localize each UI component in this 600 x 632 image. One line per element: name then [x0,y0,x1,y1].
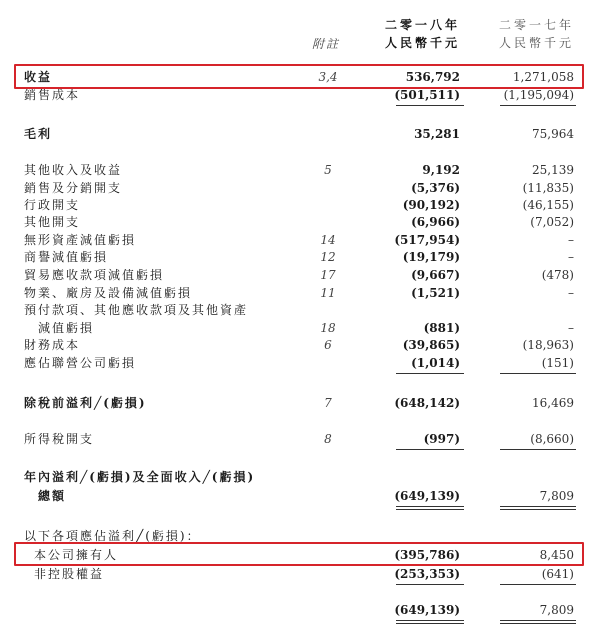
row-note: 8 [324,432,332,446]
total-rule [396,620,464,621]
prior-year-header: 二零一七年 [498,18,574,32]
subtotal-rule [500,373,576,374]
row-current-year: (9,667) [411,268,460,282]
row-current-year: (501,511) [394,88,460,102]
row-current-year: 9,192 [422,163,460,177]
row-current-year: (90,192) [402,198,460,212]
table-row [0,87,600,103]
row-label: 行政開支 [24,198,81,212]
row-current-year: (6,966) [411,215,460,229]
owners-highlight-box [14,542,584,566]
row-note: 6 [324,338,332,352]
table-row [0,214,600,230]
row-label: 物業、廠房及設備減值虧損 [24,286,193,300]
row-prior-year: (11,835) [522,181,574,195]
row-label: 其他開支 [24,215,81,229]
row-prior-year: 75,964 [532,127,574,141]
subtotal-rule [396,105,464,106]
table-row [0,285,600,301]
row-label: 銷售成本 [24,88,81,102]
table-row [0,469,600,485]
row-prior-year: 7,809 [539,489,574,503]
subtotal-rule [500,105,576,106]
row-current-year: (649,139) [394,603,460,617]
table-row [0,197,600,213]
table-row [0,232,600,248]
total-rule [500,506,576,507]
row-prior-year: – [568,233,574,247]
row-current-year: (5,376) [411,181,460,195]
row-label: 貿易應收款項減值虧損 [24,268,165,282]
row-prior-year: – [568,286,574,300]
total-rule [396,509,464,510]
row-prior-year: 25,139 [532,163,574,177]
row-label: 收益 [24,70,53,84]
row-note: 11 [320,286,336,300]
table-row [0,126,600,142]
row-prior-year: (8,660) [530,432,574,446]
prior-year-unit: 人民幣千元 [498,36,574,50]
table-row [0,320,600,336]
row-current-year: (649,139) [394,489,460,503]
row-prior-year: 16,469 [532,396,574,410]
row-prior-year: – [568,250,574,264]
row-label: 無形資產減值虧損 [24,233,137,247]
row-current-year: (19,179) [402,250,460,264]
table-row [0,302,600,318]
row-label: 其他收入及收益 [24,163,123,177]
current-year-header: 二零一八年 [384,18,460,32]
table-row [0,395,600,411]
row-current-year: 35,281 [414,127,460,141]
row-current-year: (395,786) [394,548,460,562]
revenue-highlight-box [14,64,584,89]
row-label: 所得稅開支 [24,432,95,446]
row-current-year: (517,954) [394,233,460,247]
row-current-year: (253,353) [394,567,460,581]
table-row [0,355,600,371]
row-current-year: 536,792 [405,70,460,84]
row-prior-year: (7,052) [530,215,574,229]
row-prior-year: 1,271,058 [512,70,574,84]
row-note: 5 [324,163,332,177]
total-rule [500,620,576,621]
row-current-year: (648,142) [394,396,460,410]
subtotal-rule [396,449,464,450]
row-prior-year: 7,809 [539,603,574,617]
table-row [0,566,600,582]
row-label: 財務成本 [24,338,81,352]
row-label: 減值虧損 [38,321,95,335]
row-prior-year: (46,155) [522,198,574,212]
row-prior-year: – [568,321,574,335]
row-note: 7 [324,396,332,410]
total-rule [500,623,576,624]
row-label: 非控股權益 [34,567,105,581]
row-note: 12 [320,250,336,264]
row-prior-year: (151) [541,356,574,370]
row-note: 18 [320,321,336,335]
row-label: 總額 [38,489,67,503]
row-prior-year: (641) [541,567,574,581]
row-current-year: (1,014) [411,356,460,370]
row-prior-year: (478) [541,268,574,282]
row-label: 本公司擁有人 [34,548,119,562]
current-year-unit: 人民幣千元 [384,36,460,50]
total-rule [500,509,576,510]
subtotal-rule [500,449,576,450]
table-row [0,602,600,618]
row-label: 商譽減值虧損 [24,250,109,264]
row-prior-year: (1,195,094) [503,88,574,102]
row-note: 17 [320,268,336,282]
table-row [0,180,600,196]
table-row [0,249,600,265]
row-label: 預付款項、其他應收款項及其他資產 [24,303,249,317]
row-label: 以下各項應佔溢利╱(虧損)： [24,529,201,543]
total-rule [396,623,464,624]
subtotal-rule [396,373,464,374]
table-row [0,162,600,178]
row-current-year: (1,521) [411,286,460,300]
row-prior-year: (18,963) [522,338,574,352]
row-label: 年內溢利╱(虧損)及全面收入╱(虧損) [24,470,256,484]
row-label: 除稅前溢利╱(虧損) [24,396,147,410]
row-current-year: (881) [423,321,460,335]
table-row [0,337,600,353]
row-note: 3,4 [318,70,338,84]
row-prior-year: 8,450 [539,548,574,562]
subtotal-rule [500,584,576,585]
note-column-header: 附註 [312,37,341,51]
row-current-year: (39,865) [402,338,460,352]
row-note: 14 [320,233,336,247]
row-label: 應佔聯營公司虧損 [24,356,137,370]
total-rule [396,506,464,507]
row-label: 毛利 [24,127,53,141]
row-label: 銷售及分銷開支 [24,181,123,195]
table-row [0,431,600,447]
subtotal-rule [396,584,464,585]
table-row [0,267,600,283]
table-row [0,488,600,504]
row-current-year: (997) [423,432,460,446]
